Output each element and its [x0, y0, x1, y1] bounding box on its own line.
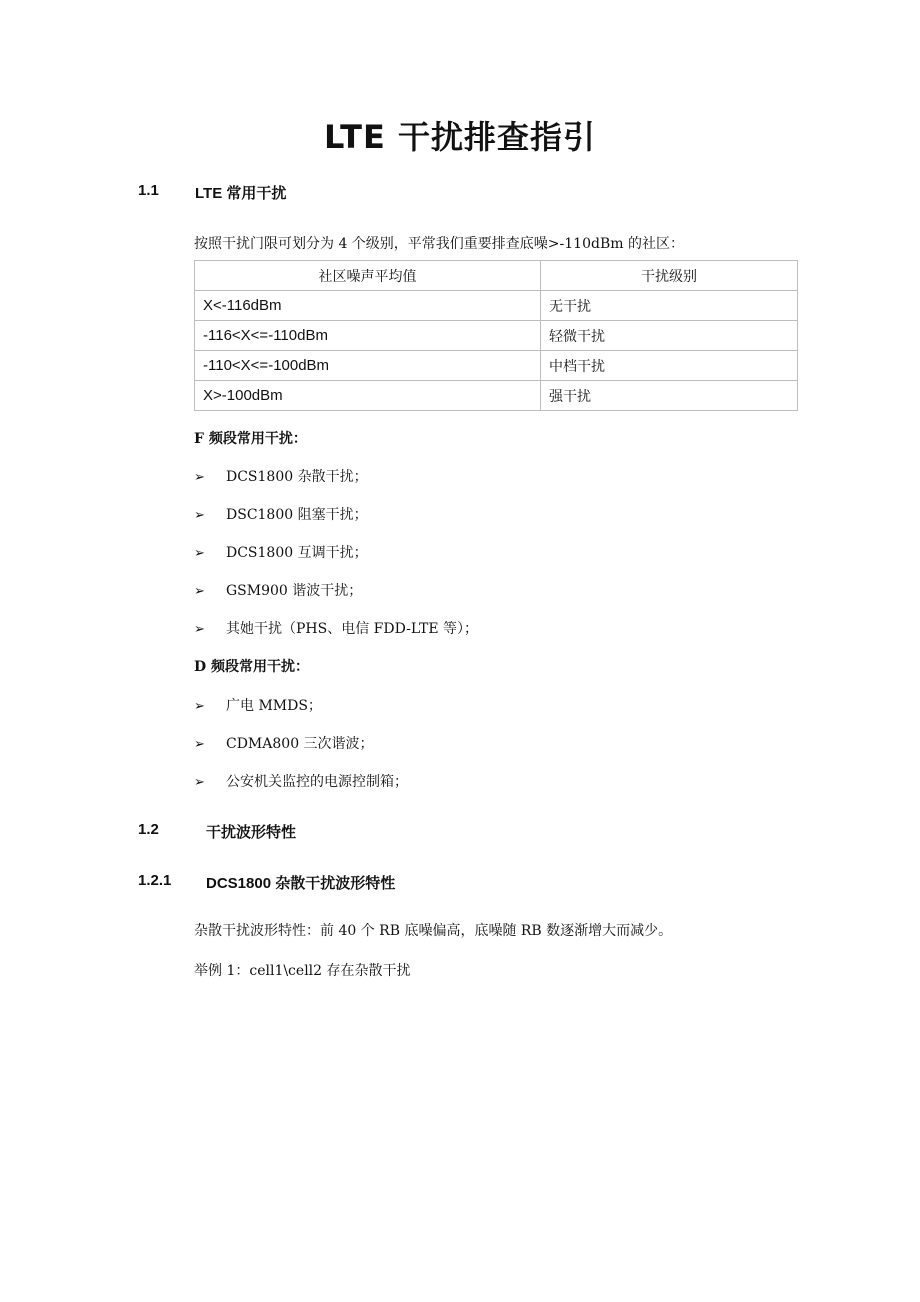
arrow-bullet-icon: ➢: [194, 775, 205, 790]
interference-level-cell: 无干扰: [541, 291, 798, 321]
list-item-text: DSC1800 阻塞干扰；: [226, 507, 368, 523]
list-item-text: 广电 MMDS；: [226, 698, 322, 714]
list-item-text: 其她干扰（PHS、电信 FDD-LTE 等）；: [226, 621, 478, 637]
list-item-text: CDMA800 三次谐波；: [226, 736, 374, 752]
table-header-cell: 社区噪声平均值: [195, 261, 541, 291]
noise-value-cell: X>-100dBm: [195, 381, 541, 411]
section-title: DCS1800 杂散干扰波形特性: [206, 875, 396, 892]
arrow-bullet-icon: ➢: [194, 622, 205, 637]
table-row: [195, 321, 798, 351]
section-heading-1-2: [138, 821, 538, 841]
list-item: [194, 771, 408, 791]
section-number: 1.2: [138, 821, 159, 838]
arrow-bullet-icon: ➢: [194, 470, 205, 485]
list-item: [194, 695, 322, 715]
arrow-bullet-icon: ➢: [194, 584, 205, 599]
noise-value-cell: X<-116dBm: [195, 291, 541, 321]
waveform-paragraph: 杂散干扰波形特性：前 40 个 RB 底噪偏高，底噪随 RB 数逐渐增大而减少。: [194, 923, 673, 939]
f-band-heading: F 频段常用干扰：: [194, 431, 307, 447]
section-heading-1-1: [138, 182, 538, 202]
list-item-text: 公安机关监控的电源控制箱；: [226, 774, 408, 790]
section-title: LTE 常用干扰: [195, 185, 287, 202]
interference-level-cell: 强干扰: [541, 381, 798, 411]
table-row: [195, 381, 798, 411]
document-title: LTE 干扰排查指引: [324, 118, 596, 156]
list-item: [194, 618, 478, 638]
list-item-text: DCS1800 互调干扰；: [226, 545, 368, 561]
list-item: [194, 580, 362, 600]
noise-value-cell: -116<X<=-110dBm: [195, 321, 541, 351]
list-item-text: GSM900 谐波干扰；: [226, 583, 363, 599]
interference-level-cell: 轻微干扰: [541, 321, 798, 351]
table-row: [195, 291, 798, 321]
arrow-bullet-icon: ➢: [194, 737, 205, 752]
interference-level-cell: 中档干扰: [541, 351, 798, 381]
list-item: [194, 466, 368, 486]
d-band-heading: D 频段常用干扰：: [194, 659, 310, 675]
section-title: 干扰波形特性: [206, 824, 297, 841]
arrow-bullet-icon: ➢: [194, 508, 205, 523]
arrow-bullet-icon: ➢: [194, 699, 205, 714]
section-number: 1.2.1: [138, 872, 172, 889]
noise-value-cell: -110<X<=-100dBm: [195, 351, 541, 381]
list-item: [194, 542, 368, 562]
table-row: [195, 351, 798, 381]
list-item: [194, 504, 368, 524]
table-header-cell: 干扰级别: [541, 261, 798, 291]
list-item-text: DCS1800 杂散干扰；: [226, 469, 368, 485]
section-heading-1-2-1: [138, 872, 638, 892]
noise-level-table: [194, 260, 798, 411]
table-header-row: [195, 261, 798, 291]
intro-paragraph: 按照干扰门限可划分为 4 个级别，平常我们重要排查底噪>-110dBm 的社区：: [194, 236, 684, 252]
section-number: 1.1: [138, 182, 159, 199]
list-item: [194, 733, 374, 753]
example-paragraph: 举例 1：cell1\cell2 存在杂散干扰: [194, 963, 411, 979]
arrow-bullet-icon: ➢: [194, 546, 205, 561]
